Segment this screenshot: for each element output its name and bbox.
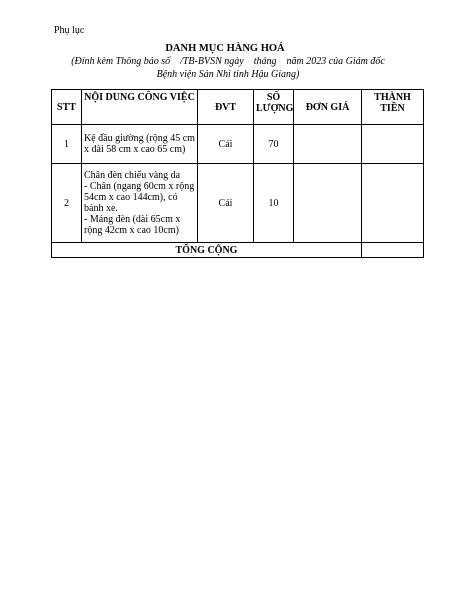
header-stt: STT	[52, 90, 82, 125]
header-unit-price: ĐƠN GIÁ	[294, 90, 362, 125]
row-content-line: Chân đèn chiếu vàng da	[84, 170, 181, 181]
row-content: Kệ đầu giường (rộng 45 cm x dài 58 cm x cao 65 cm)	[82, 125, 198, 164]
appendix-label: Phụ lục	[54, 25, 85, 36]
row-content	[82, 164, 198, 243]
row-unit: Cái	[198, 164, 254, 243]
subtitle-line-1: (Đính kèm Thông báo số /TB-BVSN ngày tháng năm 2023 của Giám đốc	[71, 56, 385, 67]
row-stt: 2	[52, 164, 82, 243]
row-quantity: 10	[254, 164, 294, 243]
row-unit-price	[294, 164, 362, 243]
table-header-row	[52, 90, 424, 125]
header-total: THÀNH TIỀN	[362, 90, 424, 125]
row-total	[362, 125, 424, 164]
grand-total-row	[52, 243, 424, 258]
header-unit: ĐVT	[198, 90, 254, 125]
row-content-line: - Máng đèn (dài 65cm x rộng 42cm x cao 10cm)	[84, 214, 181, 236]
row-unit-price	[294, 125, 362, 164]
row-unit: Cái	[198, 125, 254, 164]
row-content-line: - Chân (ngang 60cm x rộng 54cm x cao 144cm), có bánh xe.	[84, 181, 195, 214]
grand-total-label: TỔNG CỘNG	[52, 243, 362, 258]
row-quantity: 70	[254, 125, 294, 164]
document-title: DANH MỤC HÀNG HOÁ	[165, 43, 285, 54]
table-row	[52, 125, 424, 164]
table-row	[52, 164, 424, 243]
row-total	[362, 164, 424, 243]
header-content: NỘI DUNG CÔNG VIỆC	[82, 90, 198, 125]
subtitle-line-2: Bệnh viện Sản Nhi tỉnh Hậu Giang)	[156, 68, 300, 80]
row-stt: 1	[52, 125, 82, 164]
document-subtitle	[40, 56, 416, 81]
grand-total-value	[362, 243, 424, 258]
goods-table	[51, 89, 424, 258]
header-quantity: SỐ LƯỢNG	[254, 90, 294, 125]
